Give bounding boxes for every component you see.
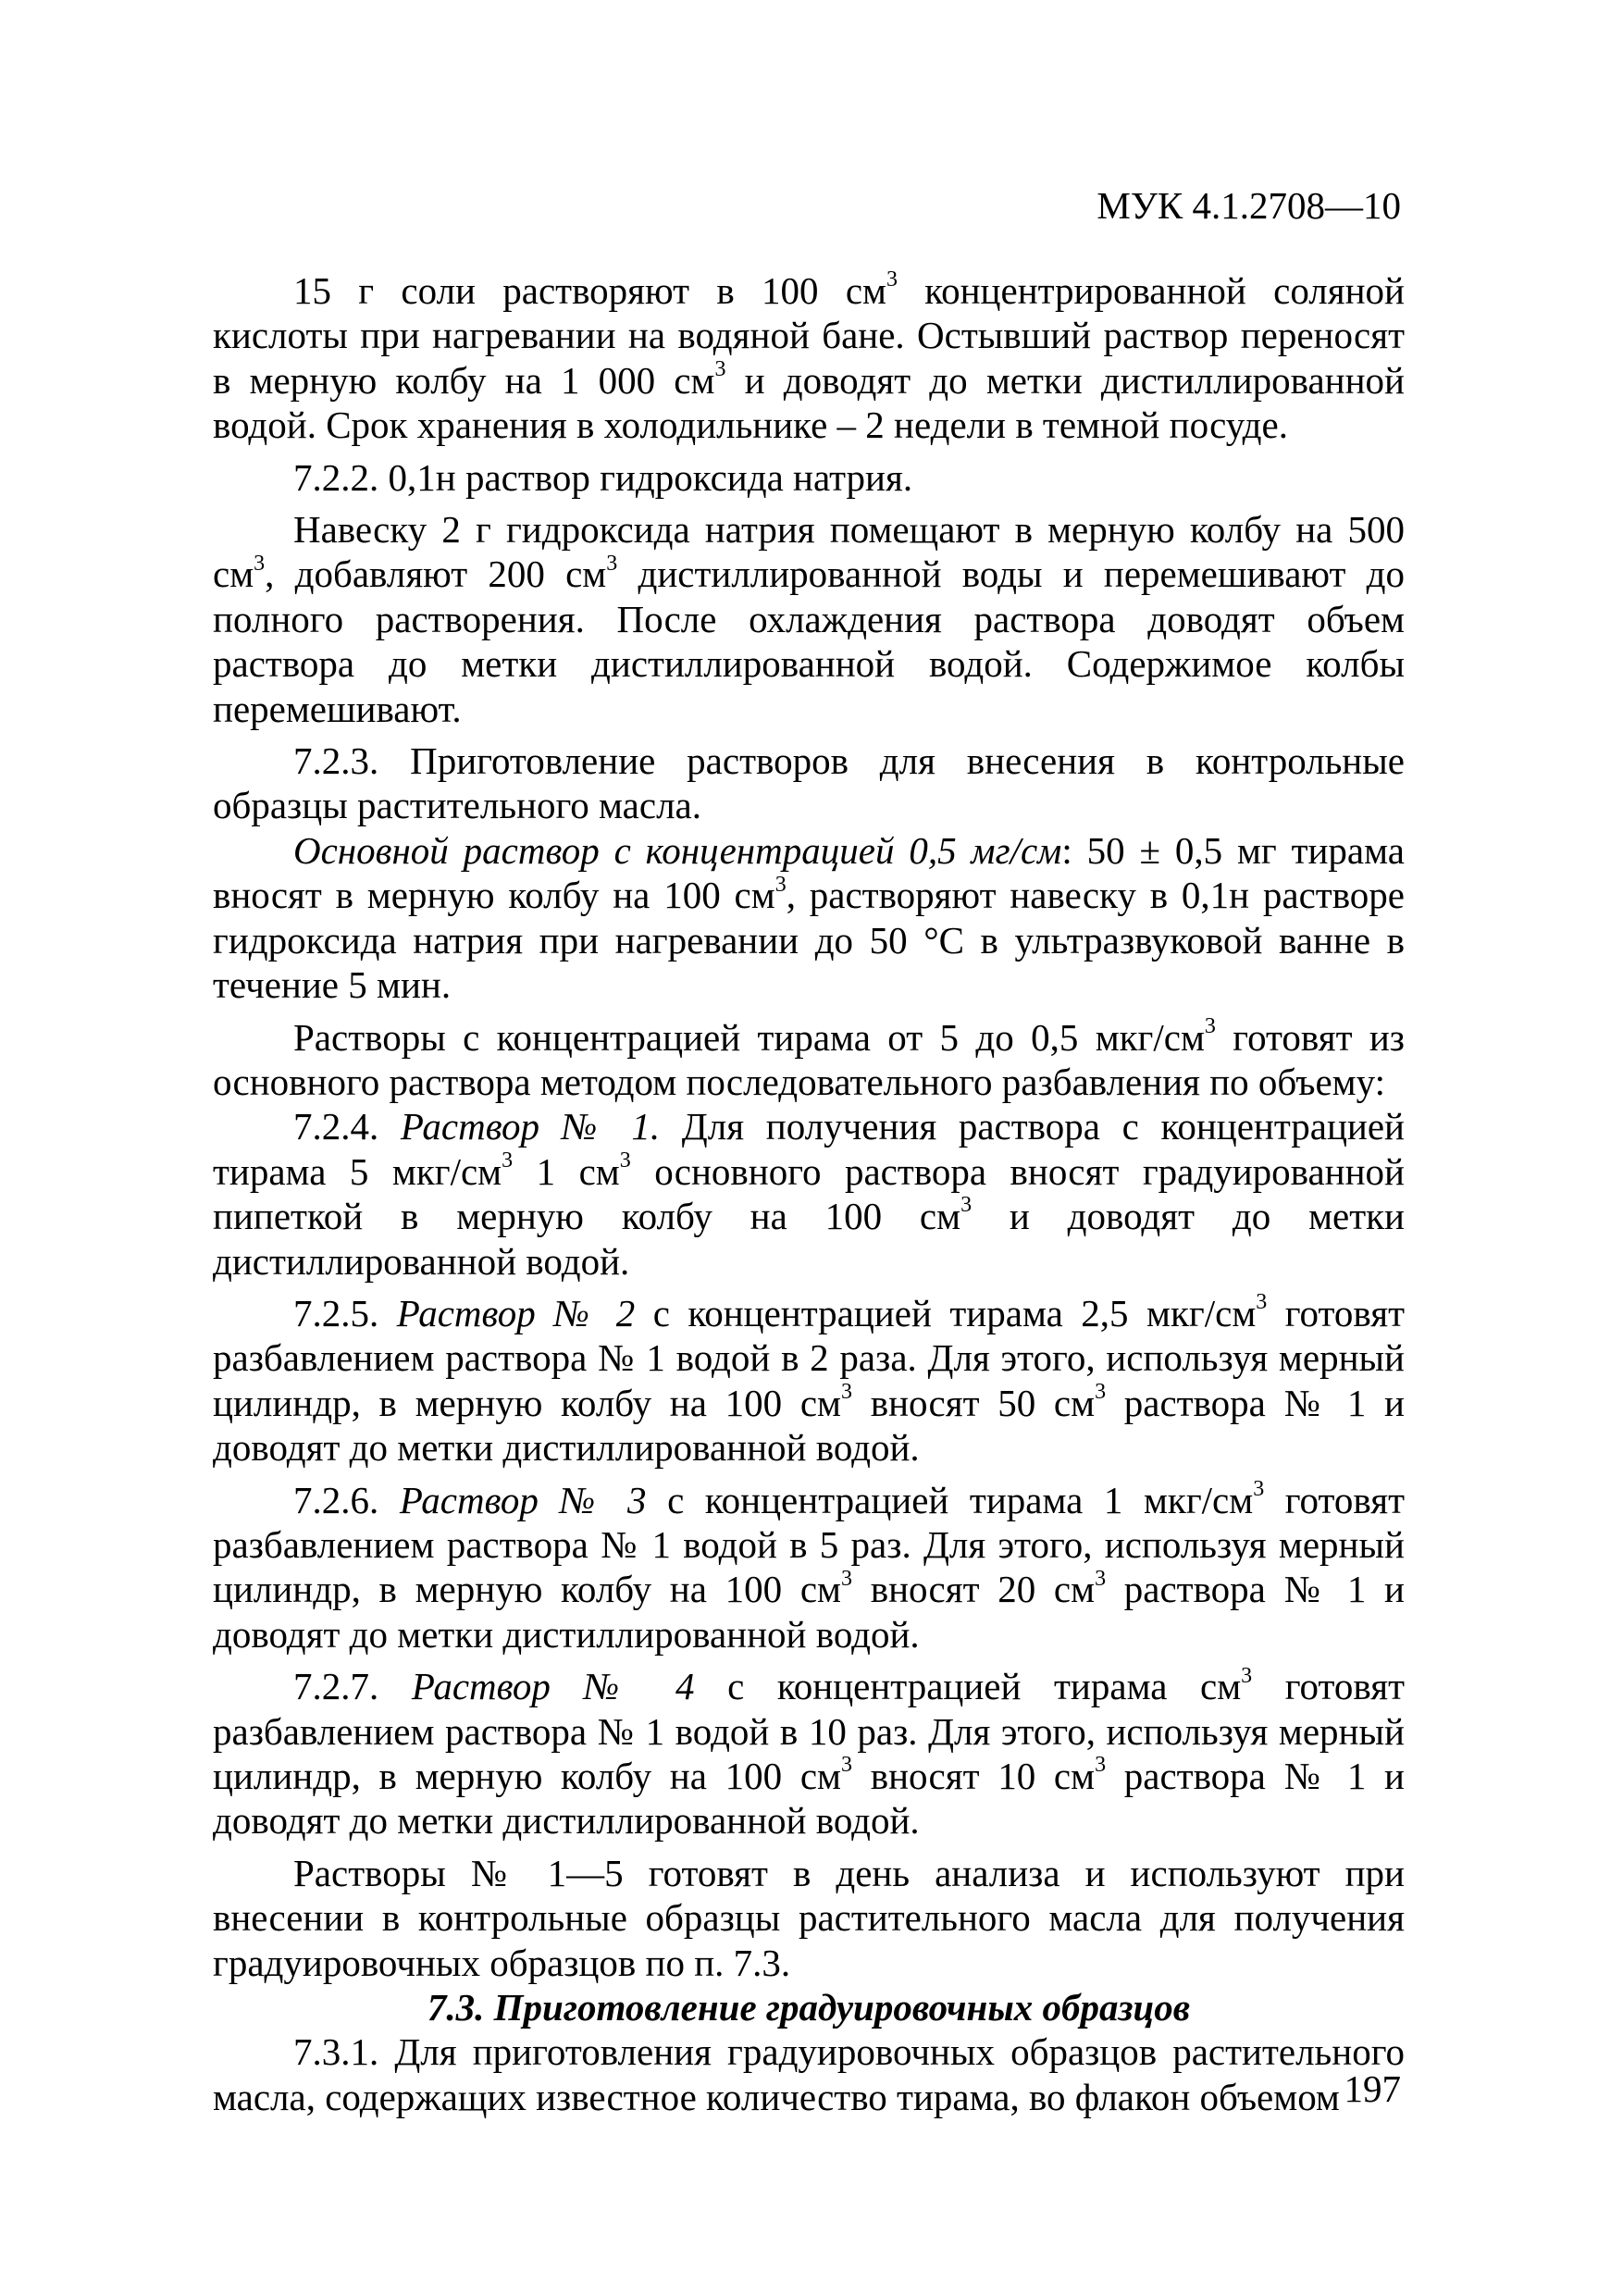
superscript: 3 [886,267,898,292]
text-run: 15 г соли растворяют в 100 см [293,269,886,312]
text-run: с концентрацией тирама 1 мкг/см [646,1478,1254,1521]
text-run: с концентрацией тирама см [694,1665,1242,1708]
text-run: раствора № 1 и доводят до метки дистиллированной водой. [213,1755,1405,1843]
superscript: 3 [841,1753,852,1778]
document-body [213,268,1405,2119]
superscript: 3 [1253,1476,1265,1501]
text-run: Растворы с концентрацией тирама от 5 до 0,5 мкг/см [293,1015,1205,1059]
document-code-header: МУК 4.1.2708—10 [1096,184,1401,227]
text-run: готовят разбавлением раствора № 1 водой в 10 раз. Для этого, используя мерный цилиндр, в мерную колбу на 100 см [213,1665,1405,1797]
text-run: с концентрацией тирама 2,5 мкг/см [635,1291,1257,1334]
paragraph-solutions-usage: Растворы № 1—5 готовят в день анализа и используют при внесении в контрольные образцы растительного масла для получения градуировочных образцов по п. 7.3. [213,1851,1405,1984]
text-run: : 50 ± 0,5 мг тирама вносят в мерную колбу на 100 см [213,828,1405,917]
italic-text-run: Основной раствор с концентрацией 0,5 мг/см [293,828,1062,872]
superscript: 3 [714,357,726,382]
paragraph-7-2-4 [213,1104,1405,1284]
paragraph-naoh-prep [213,507,1405,731]
text-run: вносят 50 см [852,1381,1096,1424]
superscript: 3 [502,1148,514,1173]
paragraph-salt-solution [213,268,1405,448]
superscript: 3 [841,1566,852,1591]
paragraph-7-2-5 [213,1291,1405,1471]
text-run: 7.2.6. [293,1478,400,1521]
text-run: 7.2.4. [293,1105,401,1148]
paragraph-7-2-3: 7.2.3. Приготовление растворов для внесения в контрольные образцы растительного масла. [213,739,1405,827]
text-run: вносят 10 см [852,1755,1096,1797]
superscript: 3 [774,872,787,897]
text-run: готовят разбавлением раствора № 1 водой в 2 раза. Для этого, используя мерный цилиндр, в мерную колбу на 100 см [213,1291,1405,1424]
superscript: 3 [1095,1380,1107,1405]
superscript: 3 [1204,1013,1216,1038]
text-run: Навеску 2 г гидроксида натрия помещают в мерную колбу на 500 см [213,508,1405,596]
paragraph-stock-solution [213,828,1405,1008]
text-run: готовят из основного раствора методом последовательного разбавления по объему: [213,1015,1405,1103]
text-run: дистиллированной воды и перемешивают до полного растворения. После охлаждения раствора доводят объем раствора до метки дистиллированной водой. Содержимое колбы перемешивают. [213,552,1405,730]
italic-text-run: Раствор № 4 [411,1665,695,1708]
superscript: 3 [960,1193,973,1218]
text-run: концентрированной соляной кислоты при нагревании на водяной бане. Остывший раствор переносят в мерную колбу на 1 000 см [213,269,1405,402]
section-heading-7-3: 7.3. Приготовление градуировочных образцов [427,1986,1191,2029]
paragraph-7-2-7 [213,1664,1405,1843]
superscript: 3 [1095,1566,1107,1591]
superscript: 3 [1095,1753,1107,1778]
italic-text-run: Раствор № 1. [400,1105,661,1148]
superscript: 3 [1256,1290,1268,1315]
paragraph-7-2-2: 7.2.2. 0,1н раствор гидроксида натрия. [293,455,913,499]
superscript: 3 [254,551,266,576]
text-run: , добавляют 200 см [265,552,607,596]
text-run: и доводят до метки дистиллированной водой. Срок хранения в холодильнике – 2 недели в темной посуде. [213,358,1405,447]
italic-text-run: Раствор № 2 [396,1291,636,1334]
text-run: раствора № 1 и доводят до метки дистиллированной водой. [213,1381,1405,1470]
text-run: готовят разбавлением раствора № 1 водой в 5 раз. Для этого, используя мерный цилиндр, в мерную колбу на 100 см [213,1478,1405,1611]
text-run: раствора № 1 и доводят до метки дистиллированной водой. [213,1568,1405,1656]
page-number: 197 [1344,2067,1401,2110]
superscript: 3 [841,1380,852,1405]
text-run: , растворяют навеску в 0,1н растворе гидроксида натрия при нагревании до 50 °С в ультразвуковой ванне в течение 5 мин. [213,874,1405,1007]
text-run: и доводят до метки дистиллированной водой. [213,1195,1405,1283]
text-run: 1 см [513,1149,620,1193]
text-run: основного раствора вносят градуированной пипеткой в мерную колбу на 100 см [213,1149,1405,1238]
paragraph-7-3-1: 7.3.1. Для приготовления градуировочных образцов растительного масла, содержащих известное количество тирама, во флакон объемом [213,2030,1405,2118]
text-run: Для получения раствора с концентрацией тирама 5 мкг/см [213,1105,1405,1193]
italic-text-run: Раствор № 3 [399,1478,647,1521]
text-run: вносят 20 см [852,1568,1096,1611]
superscript: 3 [1241,1663,1253,1688]
superscript: 3 [619,1148,631,1173]
superscript: 3 [606,551,618,576]
paragraph-dilution-series [213,1015,1405,1105]
paragraph-7-2-6 [213,1478,1405,1657]
text-run: 7.2.7. [293,1665,412,1708]
text-run: 7.2.5. [293,1291,397,1334]
